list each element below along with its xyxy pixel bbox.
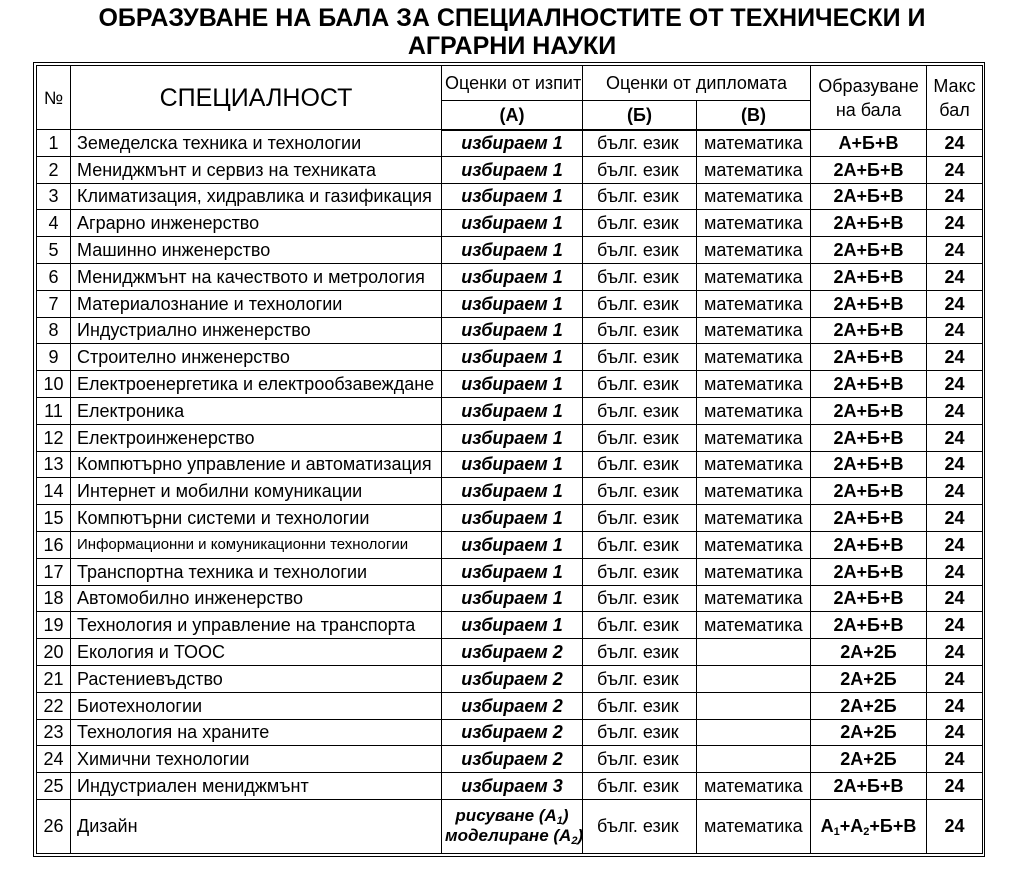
diploma-subject-b: бълг. език — [583, 156, 697, 183]
row-number: 12 — [37, 424, 71, 451]
max-score: 24 — [927, 799, 983, 853]
diploma-subject-v: математика — [697, 237, 811, 264]
specialty-name: Информационни и комуникационни технологии — [71, 531, 442, 558]
row-number: 20 — [37, 639, 71, 666]
exam-subject: избираем 1 — [442, 290, 583, 317]
score-formula: 2А+Б+В — [811, 397, 927, 424]
row-number: 2 — [37, 156, 71, 183]
max-score: 24 — [927, 451, 983, 478]
diploma-subject-b: бълг. език — [583, 237, 697, 264]
diploma-subject-v: математика — [697, 585, 811, 612]
max-score: 24 — [927, 290, 983, 317]
score-formula: 2А+Б+В — [811, 424, 927, 451]
diploma-subject-b: бълг. език — [583, 665, 697, 692]
diploma-subject-v — [697, 665, 811, 692]
max-score: 24 — [927, 505, 983, 532]
specialty-name: Електроенергетика и електрообзавеждане — [71, 371, 442, 398]
exam-subject: избираем 1 — [442, 183, 583, 210]
header-max: Макс бал — [927, 66, 983, 130]
row-number: 6 — [37, 263, 71, 290]
diploma-subject-b: бълг. език — [583, 130, 697, 157]
score-formula: 2А+Б+В — [811, 505, 927, 532]
diploma-subject-v: математика — [697, 531, 811, 558]
row-number: 8 — [37, 317, 71, 344]
row-number: 5 — [37, 237, 71, 264]
row-number: 10 — [37, 371, 71, 398]
table-row — [37, 531, 983, 558]
max-score: 24 — [927, 585, 983, 612]
specialty-name: Електроинженерство — [71, 424, 442, 451]
exam-subject: избираем 1 — [442, 156, 583, 183]
header-diploma: Оценки от дипломата — [583, 66, 811, 101]
diploma-subject-b: бълг. език — [583, 531, 697, 558]
max-score: 24 — [927, 263, 983, 290]
diploma-subject-v: математика — [697, 263, 811, 290]
exam-subject: избираем 1 — [442, 585, 583, 612]
table-row — [37, 585, 983, 612]
diploma-subject-b: бълг. език — [583, 317, 697, 344]
specialty-name: Компютърни системи и технологии — [71, 505, 442, 532]
specialty-name: Растениевъдство — [71, 665, 442, 692]
specialty-name: Технология и управление на транспорта — [71, 612, 442, 639]
diploma-subject-b: бълг. език — [583, 585, 697, 612]
score-formula: 2А+Б+В — [811, 612, 927, 639]
diploma-subject-b: бълг. език — [583, 799, 697, 853]
specialty-name: Химични технологии — [71, 746, 442, 773]
row-number: 13 — [37, 451, 71, 478]
specialty-name: Интернет и мобилни комуникации — [71, 478, 442, 505]
row-number: 18 — [37, 585, 71, 612]
score-formula: 2А+2Б — [811, 719, 927, 746]
score-formula: 2А+Б+В — [811, 371, 927, 398]
score-formula: 2А+Б+В — [811, 237, 927, 264]
diploma-subject-v — [697, 692, 811, 719]
score-formula: 2А+Б+В — [811, 183, 927, 210]
max-score: 24 — [927, 156, 983, 183]
header-col-v: (В) — [697, 101, 811, 130]
table-row — [37, 237, 983, 264]
exam-subject: рисуване $(А_1)$ моделиране $(А_2)$ — [442, 799, 583, 853]
table-row — [37, 451, 983, 478]
specialty-name: Дизайн — [71, 799, 442, 853]
table-row — [37, 719, 983, 746]
specialty-name: Технология на храните — [71, 719, 442, 746]
specialty-name: Машинно инженерство — [71, 237, 442, 264]
diploma-subject-v: математика — [697, 210, 811, 237]
diploma-subject-b: бълг. език — [583, 290, 697, 317]
diploma-subject-b: бълг. език — [583, 746, 697, 773]
row-number: 11 — [37, 397, 71, 424]
exam-subject: избираем 2 — [442, 746, 583, 773]
diploma-subject-v: математика — [697, 773, 811, 800]
table-row — [37, 505, 983, 532]
row-number: 7 — [37, 290, 71, 317]
score-formula: 2А+2Б — [811, 746, 927, 773]
table-row — [37, 612, 983, 639]
max-score: 24 — [927, 371, 983, 398]
diploma-subject-b: бълг. език — [583, 505, 697, 532]
diploma-subject-b: бълг. език — [583, 639, 697, 666]
specialty-name: Мениджмънт на качеството и метрология — [71, 263, 442, 290]
diploma-subject-v: математика — [697, 478, 811, 505]
specialty-name: Земеделска техника и технологии — [71, 130, 442, 157]
diploma-subject-v: математика — [697, 505, 811, 532]
row-number: 22 — [37, 692, 71, 719]
max-score: 24 — [927, 237, 983, 264]
header-formation: Образуване на бала — [811, 66, 927, 130]
exam-subject: избираем 1 — [442, 451, 583, 478]
score-formula: 2А+Б+В — [811, 344, 927, 371]
diploma-subject-v: математика — [697, 317, 811, 344]
diploma-subject-v — [697, 719, 811, 746]
diploma-subject-v — [697, 746, 811, 773]
diploma-subject-v: математика — [697, 612, 811, 639]
header-col-a: (А) — [442, 101, 583, 130]
exam-subject: избираем 1 — [442, 317, 583, 344]
diploma-subject-b: бълг. език — [583, 210, 697, 237]
diploma-subject-v: математика — [697, 371, 811, 398]
specialty-name: Транспортна техника и технологии — [71, 558, 442, 585]
exam-subject: избираем 1 — [442, 612, 583, 639]
exam-subject: избираем 1 — [442, 371, 583, 398]
page-title: ОБРАЗУВАНЕ НА БАЛА ЗА СПЕЦИАЛНОСТИТЕ ОТ ТЕХНИЧЕСКИ И АГРАРНИ НАУКИ — [98, 4, 926, 60]
table-row — [37, 692, 983, 719]
table-row — [37, 344, 983, 371]
row-number: 21 — [37, 665, 71, 692]
exam-subject: избираем 1 — [442, 263, 583, 290]
diploma-subject-b: бълг. език — [583, 478, 697, 505]
diploma-subject-b: бълг. език — [583, 371, 697, 398]
specialty-name: Климатизация, хидравлика и газификация — [71, 183, 442, 210]
diploma-subject-v: математика — [697, 558, 811, 585]
specialty-name: Компютърно управление и автоматизация — [71, 451, 442, 478]
exam-subject: избираем 1 — [442, 531, 583, 558]
max-score: 24 — [927, 612, 983, 639]
score-formula: 2А+Б+В — [811, 317, 927, 344]
table-row — [37, 639, 983, 666]
max-score: 24 — [927, 183, 983, 210]
row-number: 17 — [37, 558, 71, 585]
table-row — [37, 746, 983, 773]
header-col-b: (Б) — [583, 101, 697, 130]
table-row — [37, 371, 983, 398]
table-row — [37, 478, 983, 505]
diploma-subject-b: бълг. език — [583, 263, 697, 290]
diploma-subject-v: математика — [697, 799, 811, 853]
exam-subject: избираем 2 — [442, 719, 583, 746]
score-formula: А+Б+В — [811, 130, 927, 157]
score-formula: 2А+Б+В — [811, 585, 927, 612]
table-row — [37, 424, 983, 451]
diploma-subject-b: бълг. език — [583, 183, 697, 210]
max-score: 24 — [927, 692, 983, 719]
max-score: 24 — [927, 558, 983, 585]
table-row — [37, 773, 983, 800]
score-formula: 2А+2Б — [811, 639, 927, 666]
exam-subject: избираем 1 — [442, 478, 583, 505]
specialty-name: Строително инженерство — [71, 344, 442, 371]
table-body — [37, 130, 983, 854]
table-row — [37, 290, 983, 317]
max-score: 24 — [927, 773, 983, 800]
header-exam: Оценки от изпит — [442, 66, 583, 101]
diploma-subject-v: математика — [697, 183, 811, 210]
specialty-name: Индустриално инженерство — [71, 317, 442, 344]
max-score: 24 — [927, 478, 983, 505]
diploma-subject-b: бълг. език — [583, 558, 697, 585]
max-score: 24 — [927, 397, 983, 424]
max-score: 24 — [927, 130, 983, 157]
score-formula: 2А+Б+В — [811, 156, 927, 183]
header-specialty: СПЕЦИАЛНОСТ — [71, 66, 442, 130]
table-row — [37, 558, 983, 585]
diploma-subject-b: бълг. език — [583, 773, 697, 800]
table-row — [37, 665, 983, 692]
table-row — [37, 397, 983, 424]
score-formula: 2А+Б+В — [811, 773, 927, 800]
diploma-subject-v: математика — [697, 130, 811, 157]
score-formula: 2А+Б+В — [811, 478, 927, 505]
row-number: 24 — [37, 746, 71, 773]
table-row — [37, 130, 983, 157]
diploma-subject-v: математика — [697, 424, 811, 451]
table-row — [37, 183, 983, 210]
row-number: 19 — [37, 612, 71, 639]
max-score: 24 — [927, 424, 983, 451]
diploma-subject-b: бълг. език — [583, 424, 697, 451]
diploma-subject-b: бълг. език — [583, 397, 697, 424]
specialty-name: Материалознание и технологии — [71, 290, 442, 317]
diploma-subject-b: бълг. език — [583, 344, 697, 371]
row-number: 3 — [37, 183, 71, 210]
exam-subject: избираем 2 — [442, 692, 583, 719]
row-number: 4 — [37, 210, 71, 237]
score-formula: 2А+Б+В — [811, 531, 927, 558]
exam-subject: избираем 1 — [442, 424, 583, 451]
exam-subject: избираем 1 — [442, 505, 583, 532]
exam-subject: избираем 2 — [442, 665, 583, 692]
max-score: 24 — [927, 317, 983, 344]
score-formula: 2А+Б+В — [811, 263, 927, 290]
diploma-subject-v: математика — [697, 156, 811, 183]
table-row — [37, 210, 983, 237]
row-number: 15 — [37, 505, 71, 532]
max-score: 24 — [927, 210, 983, 237]
exam-subject: избираем 2 — [442, 639, 583, 666]
score-formula: 2А+2Б — [811, 665, 927, 692]
exam-subject: избираем 1 — [442, 210, 583, 237]
specialty-name: Мениджмънт и сервиз на техниката — [71, 156, 442, 183]
diploma-subject-v: математика — [697, 290, 811, 317]
diploma-subject-b: бълг. език — [583, 612, 697, 639]
specialty-name: Индустриален мениджмънт — [71, 773, 442, 800]
diploma-subject-v: математика — [697, 451, 811, 478]
exam-subject: избираем 1 — [442, 130, 583, 157]
exam-subject: избираем 1 — [442, 344, 583, 371]
table-row — [37, 156, 983, 183]
table-row — [37, 799, 983, 853]
score-formula: 2А+Б+В — [811, 451, 927, 478]
score-formula: 2А+Б+В — [811, 210, 927, 237]
exam-subject: избираем 1 — [442, 397, 583, 424]
row-number: 23 — [37, 719, 71, 746]
specialty-name: Аграрно инженерство — [71, 210, 442, 237]
score-formula: 2А+2Б — [811, 692, 927, 719]
row-number: 25 — [37, 773, 71, 800]
max-score: 24 — [927, 639, 983, 666]
specialty-name: Екология и ТООС — [71, 639, 442, 666]
score-formula: $А_1+А_2+Б+В$ — [811, 799, 927, 853]
max-score: 24 — [927, 531, 983, 558]
diploma-subject-b: бълг. език — [583, 451, 697, 478]
max-score: 24 — [927, 344, 983, 371]
diploma-subject-v: математика — [697, 344, 811, 371]
diploma-subject-b: бълг. език — [583, 692, 697, 719]
exam-subject: избираем 1 — [442, 558, 583, 585]
specialty-name: Автомобилно инженерство — [71, 585, 442, 612]
exam-subject: избираем 3 — [442, 773, 583, 800]
row-number: 1 — [37, 130, 71, 157]
specialty-name: Биотехнологии — [71, 692, 442, 719]
specialty-name: Електроника — [71, 397, 442, 424]
header-num: № — [37, 66, 71, 130]
row-number: 26 — [37, 799, 71, 853]
exam-subject: избираем 1 — [442, 237, 583, 264]
row-number: 9 — [37, 344, 71, 371]
score-formula: 2А+Б+В — [811, 558, 927, 585]
diploma-subject-v — [697, 639, 811, 666]
row-number: 16 — [37, 531, 71, 558]
score-formula: 2А+Б+В — [811, 290, 927, 317]
max-score: 24 — [927, 665, 983, 692]
diploma-subject-v: математика — [697, 397, 811, 424]
specialties-table — [36, 65, 983, 854]
max-score: 24 — [927, 746, 983, 773]
diploma-subject-b: бълг. език — [583, 719, 697, 746]
row-number: 14 — [37, 478, 71, 505]
max-score: 24 — [927, 719, 983, 746]
table-row — [37, 263, 983, 290]
table-row — [37, 317, 983, 344]
